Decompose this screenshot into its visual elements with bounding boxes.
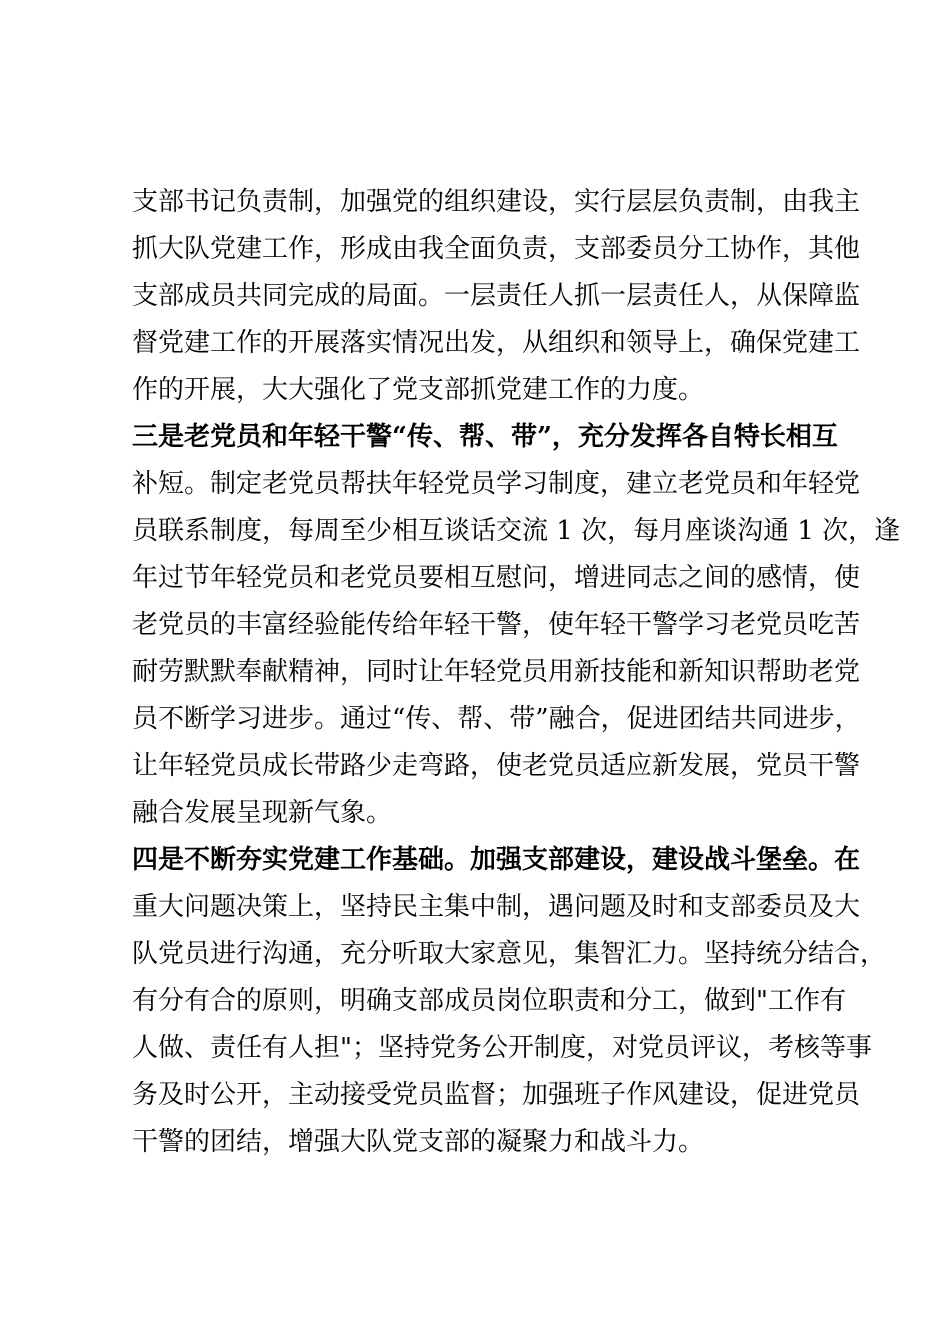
paragraph-3-line-5: 人做、责任有人担"；坚持党务公开制度，对党员评议，考核等事 [132,1033,872,1063]
paragraph-1-line-5: 作的开展，大大强化了党支部抓党建工作的力度。 [132,375,705,405]
paragraph-1-line-2: 抓大队党建工作，形成由我全面负责，支部委员分工协作，其他 [132,234,861,264]
paragraph-2-line-4: 年过节年轻党员和老党员要相互慰问，增进同志之间的感情，使 [132,563,861,593]
paragraph-1-line-3: 支部成员共同完成的局面。一层责任人抓一层责任人，从保障监 [132,281,861,311]
paragraph-2-line-1: 三是老党员和年轻干警“传、帮、带”，充分发挥各自特长相互 [132,422,838,452]
paragraph-2-line-7: 员不断学习进步。通过“传、帮、带”融合，促进团结共同进步， [132,704,861,734]
paragraph-3-line-7: 干警的团结，增强大队党支部的凝聚力和战斗力。 [132,1127,705,1157]
paragraph-2-line-6: 耐劳默默奉献精神，同时让年轻党员用新技能和新知识帮助老党 [132,657,861,687]
paragraph-1-line-1: 支部书记负责制，加强党的组织建设，实行层层负责制，由我主 [132,187,861,217]
paragraph-2-line-3: 员联系制度，每周至少相互谈话交流 1 次，每月座谈沟通 1 次，逢 [132,516,901,546]
paragraph-3-line-6: 务及时公开，主动接受党员监督；加强班子作风建设，促进党员 [132,1080,861,1110]
paragraph-1-line-4: 督党建工作的开展落实情况出发，从组织和领导上，确保党建工 [132,328,861,358]
paragraph-3-line-3: 队党员进行沟通，充分听取大家意见，集智汇力。坚持统分结合， [132,939,887,969]
paragraph-2-line-5: 老党员的丰富经验能传给年轻干警，使年轻干警学习老党员吃苦 [132,610,861,640]
paragraph-3-line-1: 四是不断夯实党建工作基础。加强支部建设，建设战斗堡垒。在 [132,845,861,875]
paragraph-3-line-4: 有分有合的原则，明确支部成员岗位职责和分工，做到"工作有 [132,986,846,1016]
paragraph-2-line-9: 融合发展呈现新气象。 [132,798,393,828]
paragraph-3-line-2: 重大问题决策上，坚持民主集中制，遇问题及时和支部委员及大 [132,892,861,922]
paragraph-2-line-2: 补短。制定老党员帮扶年轻党员学习制度，建立老党员和年轻党 [132,469,861,499]
paragraph-2-line-8: 让年轻党员成长带路少走弯路，使老党员适应新发展，党员干警 [132,751,861,781]
